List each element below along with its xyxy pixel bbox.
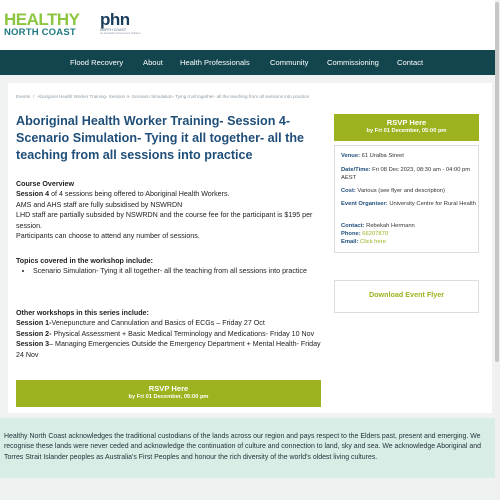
footer-strip [0,478,500,500]
download-flyer-link[interactable]: Download Event Flyer [368,290,445,299]
overview-line: LHD staff are partially subsided by NSWRDN and the course fee for the participant is $195 per session. [16,211,313,230]
phone-link[interactable]: 66207870 [360,231,389,237]
overview-session-label: Session 4 [16,190,50,199]
other-heading: Other workshops in this series include: [16,309,149,317]
healthy-north-coast-logo[interactable] [4,12,82,38]
overview-line: AMS and AHS staff are fully subsidised by NSWRDN [16,200,183,209]
overview-heading: Course Overview [16,180,74,188]
list-item: • Scenario Simulation- Tying it all together- all the teaching from all sessions into practice [33,266,322,276]
page-title: Aboriginal Health Worker Training- Session 4-Scenario Simulation- Tying it all together- all the teaching from all sessions into practice [16,114,305,162]
email-label: Email: [341,239,359,245]
event-venue [341,153,476,161]
topics-section [16,256,322,277]
logo-line2: NORTH COAST [4,27,76,38]
event-cost [341,188,476,196]
other-session-text: – Managing Emergencies Outside the Emergency Department + Mental Health- Friday 24 Nov [16,340,321,359]
datetime-label: Date/Time: [341,167,371,173]
site-header [0,0,500,50]
other-session-label: Session 3 [16,340,50,349]
nav-item-health-professionals[interactable]: Health Professionals [180,58,250,67]
phn-logo-main: phn [100,10,130,29]
logo-line1: HEALTHY [4,10,80,29]
rsvp-deadline: by Fri 01 December, 05:00 pm [366,128,447,134]
other-session-label: Session 1- [16,319,52,328]
overview-session-text: of 4 sessions being offered to Aboriginal Health Workers. [49,190,230,199]
rsvp-deadline: by Fri 01 December, 05:00 pm [128,394,209,400]
nav-item-about[interactable]: About [143,58,163,67]
list-item [16,329,322,339]
other-session-text: Physical Assessment + Basic Medical Terminology and Medications- Friday 10 Nov [51,329,315,338]
overview-line: Participants can choose to attend any number of sessions. [16,232,200,241]
main-nav [0,50,500,75]
rsvp-label: RSVP Here [148,384,189,393]
breadcrumb-events-link[interactable]: Events [16,94,31,99]
phn-logo[interactable] [100,12,150,38]
email-link[interactable]: Click here [358,239,386,245]
course-overview [16,179,322,241]
rsvp-label: RSVP Here [386,118,427,127]
list-item [16,339,322,360]
venue-label: Venue: [341,153,361,159]
nav-item-flood-recovery[interactable]: Flood Recovery [70,58,124,67]
breadcrumb-separator: / [33,94,35,99]
scrollbar-thumb[interactable] [495,2,499,362]
organiser-value: University Centre for Rural Health [387,201,476,207]
event-datetime [341,167,476,183]
event-contact [341,223,476,231]
breadcrumb [16,94,309,99]
organiser-label: Event Organiser: [341,201,388,207]
other-session-label: Session 2- [16,329,52,338]
phn-logo-tag: An Australian Government Initiative [100,32,141,35]
other-session-text: Venepuncture and Cannulation and Basics of ECGs – Friday 27 Oct [51,319,265,328]
event-phone [341,231,476,239]
acknowledgement-text: Healthy North Coast acknowledges the traditional custodians of the lands across our region and pays respect to the Elders past, present and emerging. We recognise these lands were never ceded and acknowledge the continuation of culture and connection to land, sky and sea. We acknowledge Aboriginal and Torres Strait Islander peoples as Australia's First Peoples and honour the rich diversity of the world's oldest living cultures. [4,433,481,461]
cost-value: Various (see flyer and description) [355,188,445,194]
cost-label: Cost: [341,188,356,194]
event-email [341,239,476,247]
nav-item-commissioning[interactable]: Commissioning [327,58,379,67]
list-item [16,318,322,328]
topics-heading: Topics covered in the workshop include: [16,257,154,265]
phone-label: Phone: [341,231,361,237]
venue-value: 61 Uralba Street [360,153,404,159]
rsvp-button-top[interactable] [334,114,479,141]
contact-label: Contact: [341,223,365,229]
nav-item-community[interactable]: Community [270,58,309,67]
breadcrumb-current: Aboriginal Health Worker Training- Session 4- Scenario Simulation- Tying it all together- all the teaching from all sessions into practice [37,94,310,99]
rsvp-button-bottom[interactable] [16,380,321,407]
event-organiser [341,201,476,209]
phn-logo-sub: NORTH COAST [100,28,127,32]
contact-value: Rebekah Hermann [364,223,415,229]
nav-item-contact[interactable]: Contact [397,58,424,67]
other-workshops-section [16,308,322,360]
datetime-value: Fri 08 Dec 2023, 08:30 am - 04:00 pm AEST [341,167,471,181]
topics-list [16,266,322,276]
